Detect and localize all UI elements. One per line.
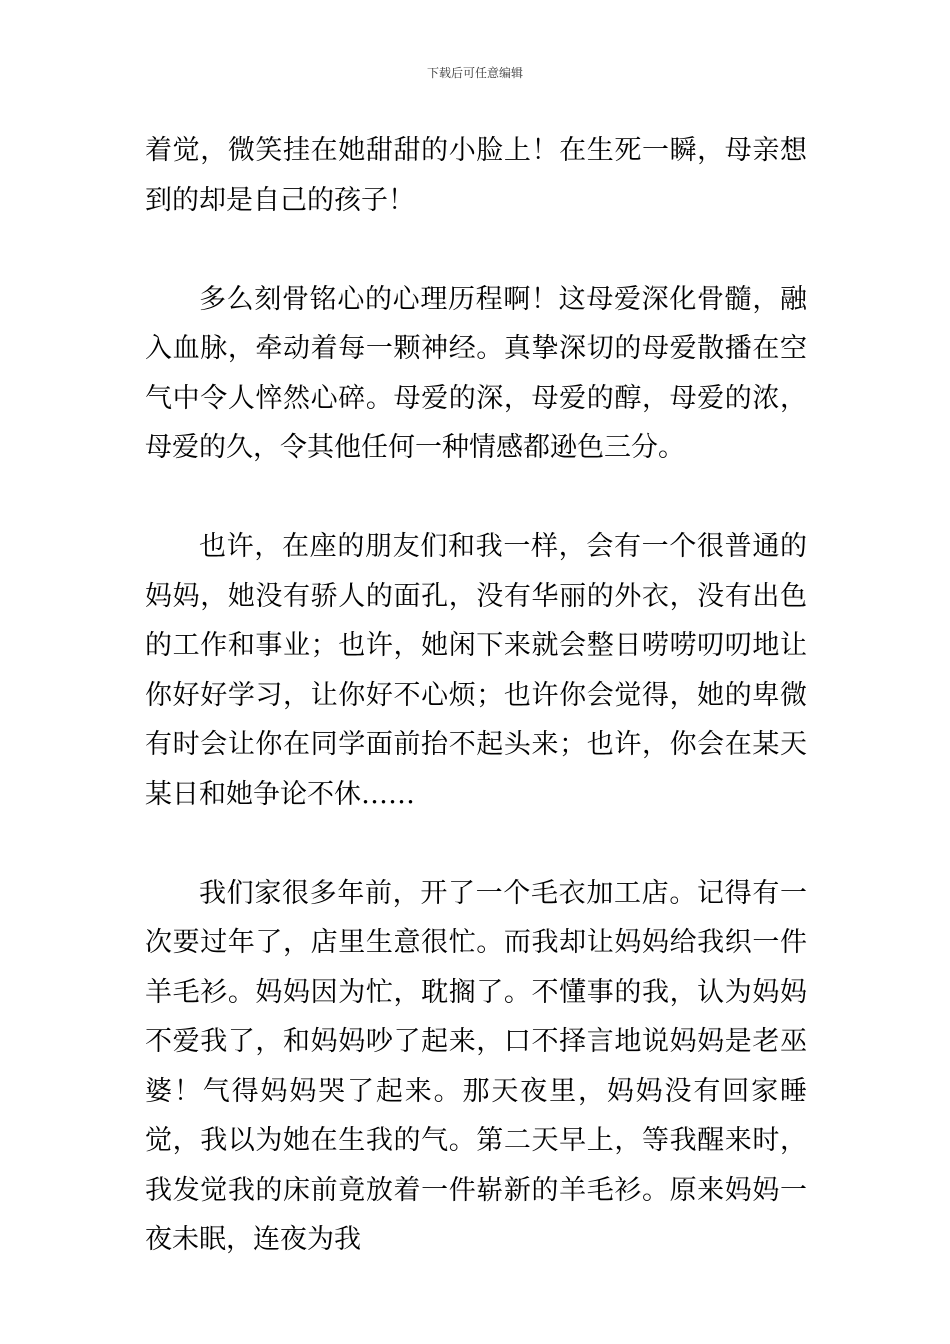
document-body: [145, 126, 807, 1265]
paragraph-4: 我们家很多年前，开了一个毛衣加工店。记得有一次要过年了，店里生意很忙。而我却让妈妈给我织一件羊毛衫。妈妈因为忙，耽搁了。不懂事的我，认为妈妈不爱我了，和妈妈吵了起来，口不择言地说妈妈是老巫婆！气得妈妈哭了起来。那天夜里，妈妈没有回家睡觉，我以为她在生我的气。第二天早上，等我醒来时，我发觉我的床前竟放着一件崭新的羊毛衫。原来妈妈一夜未眠，连夜为我: [145, 877, 807, 1255]
page-header-note: 下载后可任意编辑: [426, 66, 523, 80]
paragraph-1: 着觉，微笑挂在她甜甜的小脸上！在生死一瞬，母亲想到的却是自己的孩子！: [145, 135, 807, 216]
paragraph-2: 多么刻骨铭心的心理历程啊！这母爱深化骨髓，融入血脉，牵动着每一颗神经。真挚深切的母爱散播在空气中令人悴然心碎。母爱的深，母爱的醇，母爱的浓，母爱的久，令其他任何一种情感都逊色三分。: [145, 283, 807, 463]
paragraph-3: 也许，在座的朋友们和我一样，会有一个很普通的妈妈，她没有骄人的面孔，没有华丽的外衣，没有出色的工作和事业；也许，她闲下来就会整日唠唠叨叨地让你好好学习，让你好不心烦；也许你会觉得，她的卑微有时会让你在同学面前抬不起头来；也许，你会在某天某日和她争论不休……: [145, 531, 807, 810]
